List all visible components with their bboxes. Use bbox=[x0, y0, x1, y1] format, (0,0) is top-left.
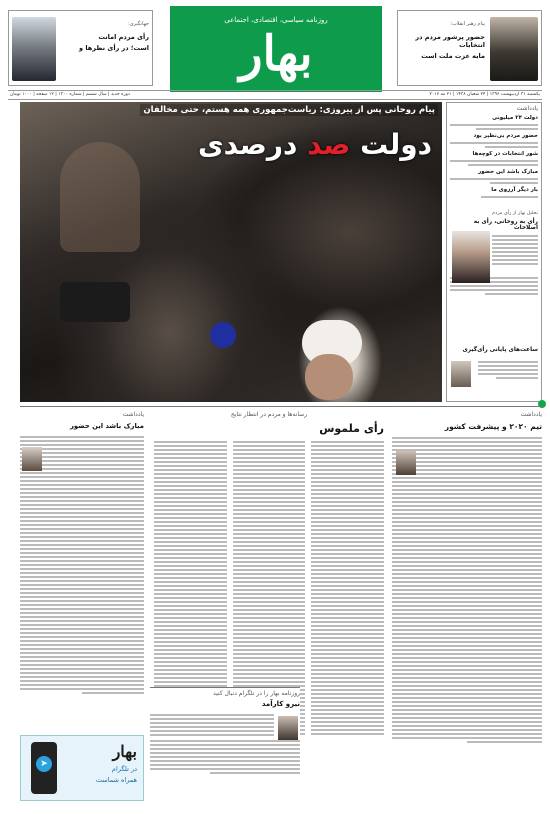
feature-kicker: رسانه‌ها و مردم در انتظار نتایج bbox=[230, 411, 308, 418]
bottom-news-title: نیرو کارآمد bbox=[261, 700, 300, 708]
left-column-title[interactable]: مبارک باشد این حضور bbox=[70, 422, 144, 430]
columnist-photo bbox=[396, 451, 416, 475]
right-sidebar bbox=[446, 102, 542, 402]
top-left-headline-2: است؛ در رأی نظرها و bbox=[79, 44, 149, 52]
leader-portrait bbox=[490, 17, 538, 81]
issue-info: دوره جدید | سال ششم | شماره ۱۳۰۰ | ۱۲ صفحه | ۱۰۰۰ تومان bbox=[10, 92, 130, 97]
ad-title: بهار bbox=[112, 742, 137, 761]
ad-line-1: در تلگرام bbox=[111, 765, 137, 773]
telegram-icon: ➤ bbox=[36, 756, 52, 772]
lead-kicker: پیام روحانی پس از پیروزی: ریاست‌جمهوری همه هستم، حتی مخالفان bbox=[140, 104, 438, 116]
dateline: یکشنبه ۳۱ اردیبهشت ۱۳۹۶ | ۲۴ شعبان ۱۴۳۸ | ۲۱ مه ۲۰۱۷ bbox=[429, 92, 540, 97]
sidebar-bottom-title[interactable]: ساعت‌های پایانی رأی‌گیری bbox=[462, 347, 538, 353]
telegram-ad[interactable] bbox=[20, 735, 144, 801]
bottom-news-photo bbox=[278, 716, 298, 740]
crowd-silhouettes bbox=[60, 142, 140, 252]
woman-portrait bbox=[452, 231, 490, 283]
feature-title[interactable]: رأی ملموس bbox=[319, 422, 384, 435]
microphone-shape bbox=[210, 322, 236, 348]
sidebar-item[interactable]: مبارک باشد این حضور bbox=[478, 169, 538, 175]
small-photo bbox=[451, 361, 471, 387]
cleric-face bbox=[305, 354, 353, 400]
poll-kicker: تحلیل بهار از رأی مردم bbox=[492, 211, 538, 216]
lead-headline-red: صد bbox=[307, 128, 351, 161]
jahangiri-portrait bbox=[12, 17, 56, 81]
sidebar-item[interactable]: شور انتخابات در کوچه‌ها bbox=[472, 151, 538, 157]
newspaper-slogan: روزنامه سیاسی، اقتصادی، اجتماعی bbox=[224, 16, 328, 24]
top-left-teaser[interactable] bbox=[8, 10, 153, 86]
sidebar-item[interactable]: بار دیگر آرزوی ما bbox=[491, 187, 538, 193]
top-left-headline-1: رأی مردم امانت bbox=[98, 33, 149, 41]
right-column bbox=[392, 411, 542, 803]
lead-photo[interactable] bbox=[20, 102, 442, 402]
lead-headline-part1: دولت bbox=[360, 128, 432, 161]
top-right-headline-1: حضور پرشور مردم در انتخابات bbox=[415, 33, 485, 49]
newspaper-logo: بهار bbox=[239, 26, 313, 82]
logo-block[interactable] bbox=[170, 6, 382, 92]
bottom-news-kicker: روزنامه بهار را در تلگرام دنبال کنید bbox=[213, 690, 300, 697]
left-columnist-photo bbox=[22, 447, 42, 471]
sidebar-item[interactable]: دولت ۲۴ میلیونی bbox=[492, 115, 538, 121]
top-right-kicker: پیام رهبر انقلاب: bbox=[450, 21, 485, 27]
right-column-title[interactable]: تیم ۲۰۲۰ و پیشرفت کشور bbox=[444, 422, 542, 431]
poll-headline: رأی به روحانی، رأی به اصلاحات bbox=[473, 219, 538, 231]
lead-headline-part3: درصدی bbox=[197, 128, 298, 161]
phone-icon bbox=[31, 742, 57, 794]
poll-box[interactable] bbox=[450, 211, 538, 297]
sidebar-item[interactable]: حضور مردم بی‌نظیر بود bbox=[473, 133, 538, 139]
lower-section bbox=[20, 406, 542, 806]
ad-line-2: همراه شماست bbox=[95, 776, 137, 784]
dateline-bar bbox=[8, 90, 542, 100]
top-left-kicker: جهانگیری: bbox=[128, 21, 149, 27]
top-right-teaser[interactable] bbox=[397, 10, 542, 86]
lead-headline bbox=[198, 128, 432, 162]
right-column-kicker: یادداشت bbox=[520, 411, 542, 418]
sidebar-label: یادداشت bbox=[516, 105, 538, 112]
top-right-headline-2: مایه عزت ملت است bbox=[421, 52, 485, 60]
masthead bbox=[0, 0, 550, 96]
bottom-news-box[interactable] bbox=[150, 687, 300, 799]
camera-shape bbox=[60, 282, 130, 322]
left-column-label: یادداشت bbox=[122, 411, 144, 418]
